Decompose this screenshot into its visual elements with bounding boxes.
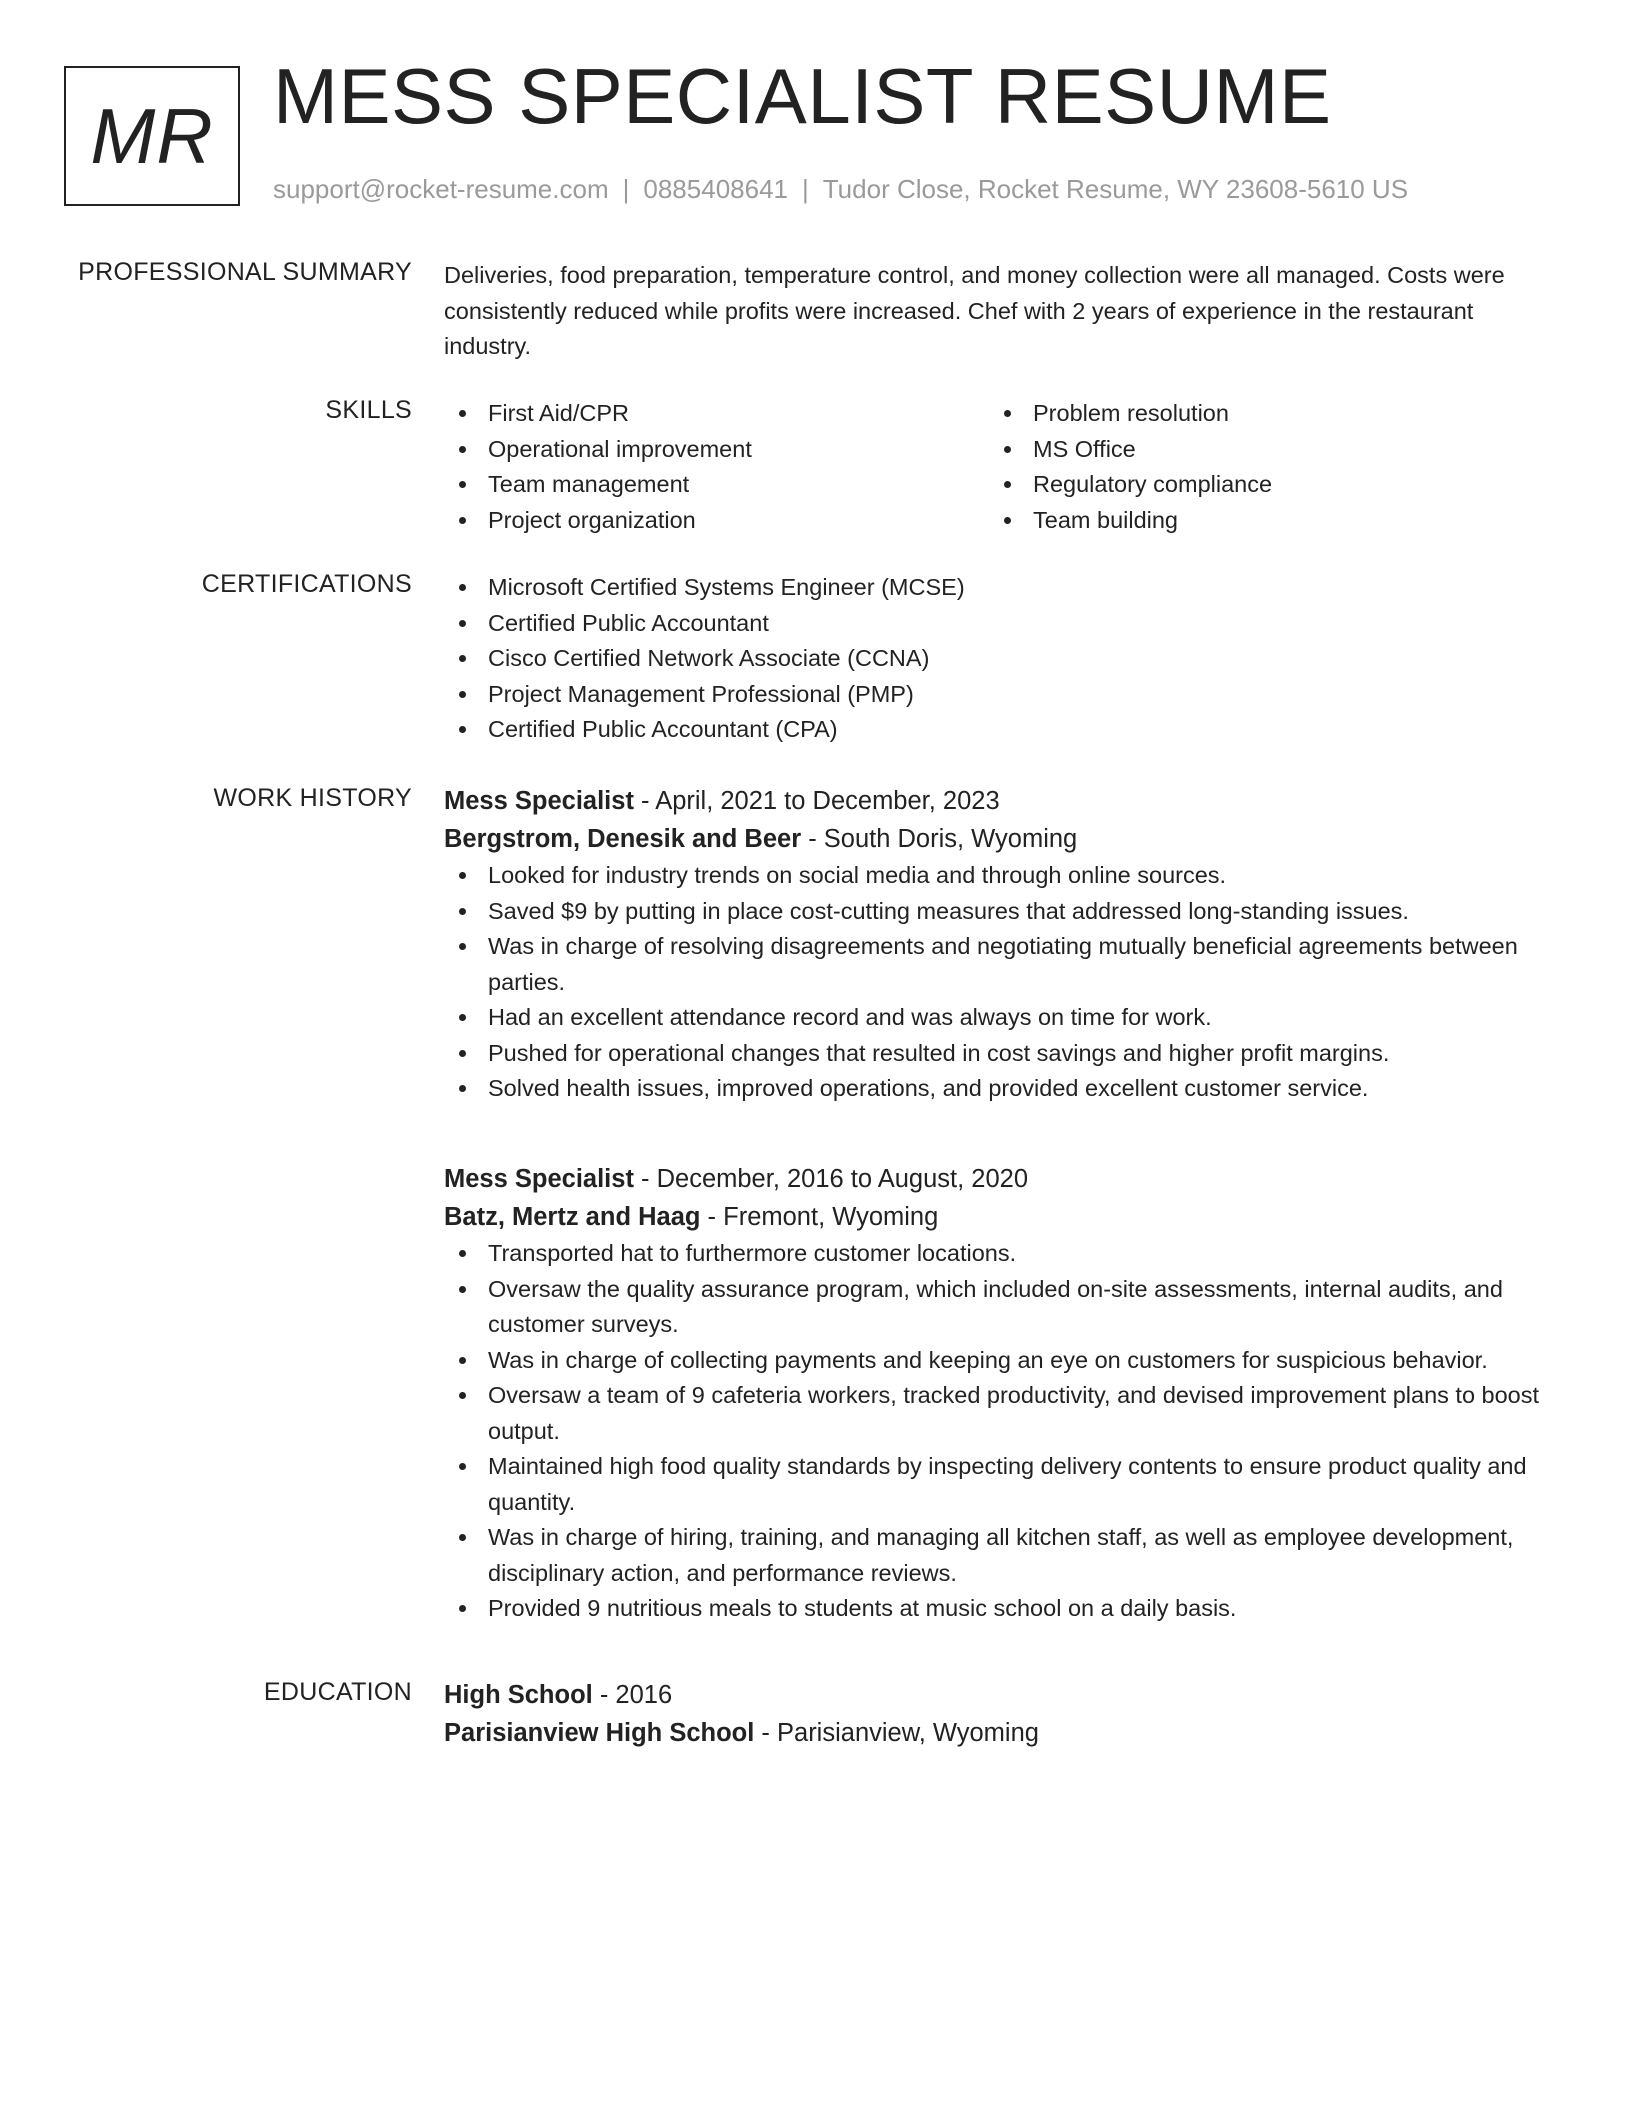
skills-column-right bbox=[989, 396, 1534, 538]
section-label-skills: SKILLS bbox=[325, 396, 412, 424]
contact-separator: | bbox=[622, 174, 630, 204]
summary-text: Deliveries, food preparation, temperature control, and money collection were all managed. Costs were consistently reduced while profits were increased. Chef with 2 years of experience in the restaurant industry. bbox=[444, 262, 1505, 359]
job-bullets bbox=[444, 858, 1554, 1107]
skill-item: First Aid/CPR bbox=[444, 396, 989, 432]
certifications-list bbox=[444, 570, 1554, 748]
contact-email: support@rocket-resume.com bbox=[273, 174, 609, 204]
education-location: - Parisianview, Wyoming bbox=[754, 1719, 1039, 1747]
monogram-box bbox=[64, 66, 240, 206]
education-degree: High School bbox=[444, 1681, 593, 1709]
job-bullet: Oversaw the quality assurance program, which included on-site assessments, internal audits, and customer surveys. bbox=[444, 1272, 1554, 1343]
contact-phone: 0885408641 bbox=[643, 174, 788, 204]
job-bullet: Oversaw a team of 9 cafeteria workers, tracked productivity, and devised improvement plans to boost output. bbox=[444, 1378, 1554, 1449]
section-label-summary: PROFESSIONAL SUMMARY bbox=[78, 258, 412, 286]
resume-title: MESS SPECIALIST RESUME bbox=[273, 52, 1332, 140]
job-bullet: Was in charge of resolving disagreements and negotiating mutually beneficial agreements between parties. bbox=[444, 929, 1554, 1000]
job-role-line bbox=[444, 782, 1554, 820]
skill-item: MS Office bbox=[989, 432, 1534, 468]
contact-address: Tudor Close, Rocket Resume, WY 23608-5610 US bbox=[822, 174, 1409, 204]
job-role-line bbox=[444, 1160, 1554, 1198]
certification-item: Certified Public Accountant bbox=[444, 606, 1554, 642]
job-dates: - April, 2021 to December, 2023 bbox=[633, 787, 1000, 815]
education-year: - 2016 bbox=[592, 1681, 673, 1709]
job-company-line bbox=[444, 820, 1554, 858]
job-company: Batz, Mertz and Haag bbox=[444, 1203, 701, 1231]
job-bullets bbox=[444, 1236, 1554, 1627]
skill-item: Team management bbox=[444, 467, 989, 503]
job-bullet: Was in charge of collecting payments and keeping an eye on customers for suspicious behavior. bbox=[444, 1343, 1554, 1379]
job-role: Mess Specialist bbox=[444, 787, 634, 815]
skill-item: Regulatory compliance bbox=[989, 467, 1534, 503]
certification-item: Project Management Professional (PMP) bbox=[444, 677, 1554, 713]
contact-line bbox=[273, 174, 1408, 205]
job-company-line bbox=[444, 1198, 1554, 1236]
job-company: Bergstrom, Denesik and Beer bbox=[444, 825, 802, 853]
certification-item: Certified Public Accountant (CPA) bbox=[444, 712, 1554, 748]
job-bullet: Saved $9 by putting in place cost-cutting measures that addressed long-standing issues. bbox=[444, 894, 1554, 930]
contact-separator: | bbox=[802, 174, 809, 204]
job-dates: - December, 2016 to August, 2020 bbox=[633, 1165, 1029, 1193]
job-bullet: Solved health issues, improved operations, and provided excellent customer service. bbox=[444, 1071, 1554, 1107]
job-bullet: Pushed for operational changes that resulted in cost savings and higher profit margins. bbox=[444, 1036, 1554, 1072]
certification-item: Microsoft Certified Systems Engineer (MCSE) bbox=[444, 570, 1554, 606]
job-location: - South Doris, Wyoming bbox=[801, 825, 1078, 853]
skill-item: Problem resolution bbox=[989, 396, 1534, 432]
section-label-certifications: CERTIFICATIONS bbox=[201, 570, 412, 598]
job-bullet: Looked for industry trends on social media and through online sources. bbox=[444, 858, 1554, 894]
skill-item: Project organization bbox=[444, 503, 989, 539]
job-entry bbox=[444, 1160, 1554, 1627]
section-label-education: EDUCATION bbox=[263, 1678, 412, 1706]
job-entry bbox=[444, 782, 1554, 1107]
education-body bbox=[444, 1676, 1554, 1752]
education-school: Parisianview High School bbox=[444, 1719, 755, 1747]
job-bullet: Was in charge of hiring, training, and managing all kitchen staff, as well as employee development, disciplinary action, and performance reviews. bbox=[444, 1520, 1554, 1591]
skill-item: Team building bbox=[989, 503, 1534, 539]
skill-item: Operational improvement bbox=[444, 432, 989, 468]
certifications-body bbox=[444, 570, 1554, 748]
education-degree-line bbox=[444, 1676, 1554, 1714]
monogram-initials: MR bbox=[90, 92, 214, 180]
skills-column-left bbox=[444, 396, 989, 538]
job-bullet: Transported hat to furthermore customer locations. bbox=[444, 1236, 1554, 1272]
job-bullet: Provided 9 nutritious meals to students at music school on a daily basis. bbox=[444, 1591, 1554, 1627]
education-school-line bbox=[444, 1714, 1554, 1752]
section-label-work-history: WORK HISTORY bbox=[213, 784, 412, 812]
job-bullet: Had an excellent attendance record and was always on time for work. bbox=[444, 1000, 1554, 1036]
summary-body bbox=[444, 258, 1554, 365]
job-bullet: Maintained high food quality standards by inspecting delivery contents to ensure product quality and quantity. bbox=[444, 1449, 1554, 1520]
job-location: - Fremont, Wyoming bbox=[700, 1203, 939, 1231]
skills-list bbox=[444, 396, 1554, 538]
job-role: Mess Specialist bbox=[444, 1165, 634, 1193]
certification-item: Cisco Certified Network Associate (CCNA) bbox=[444, 641, 1554, 677]
